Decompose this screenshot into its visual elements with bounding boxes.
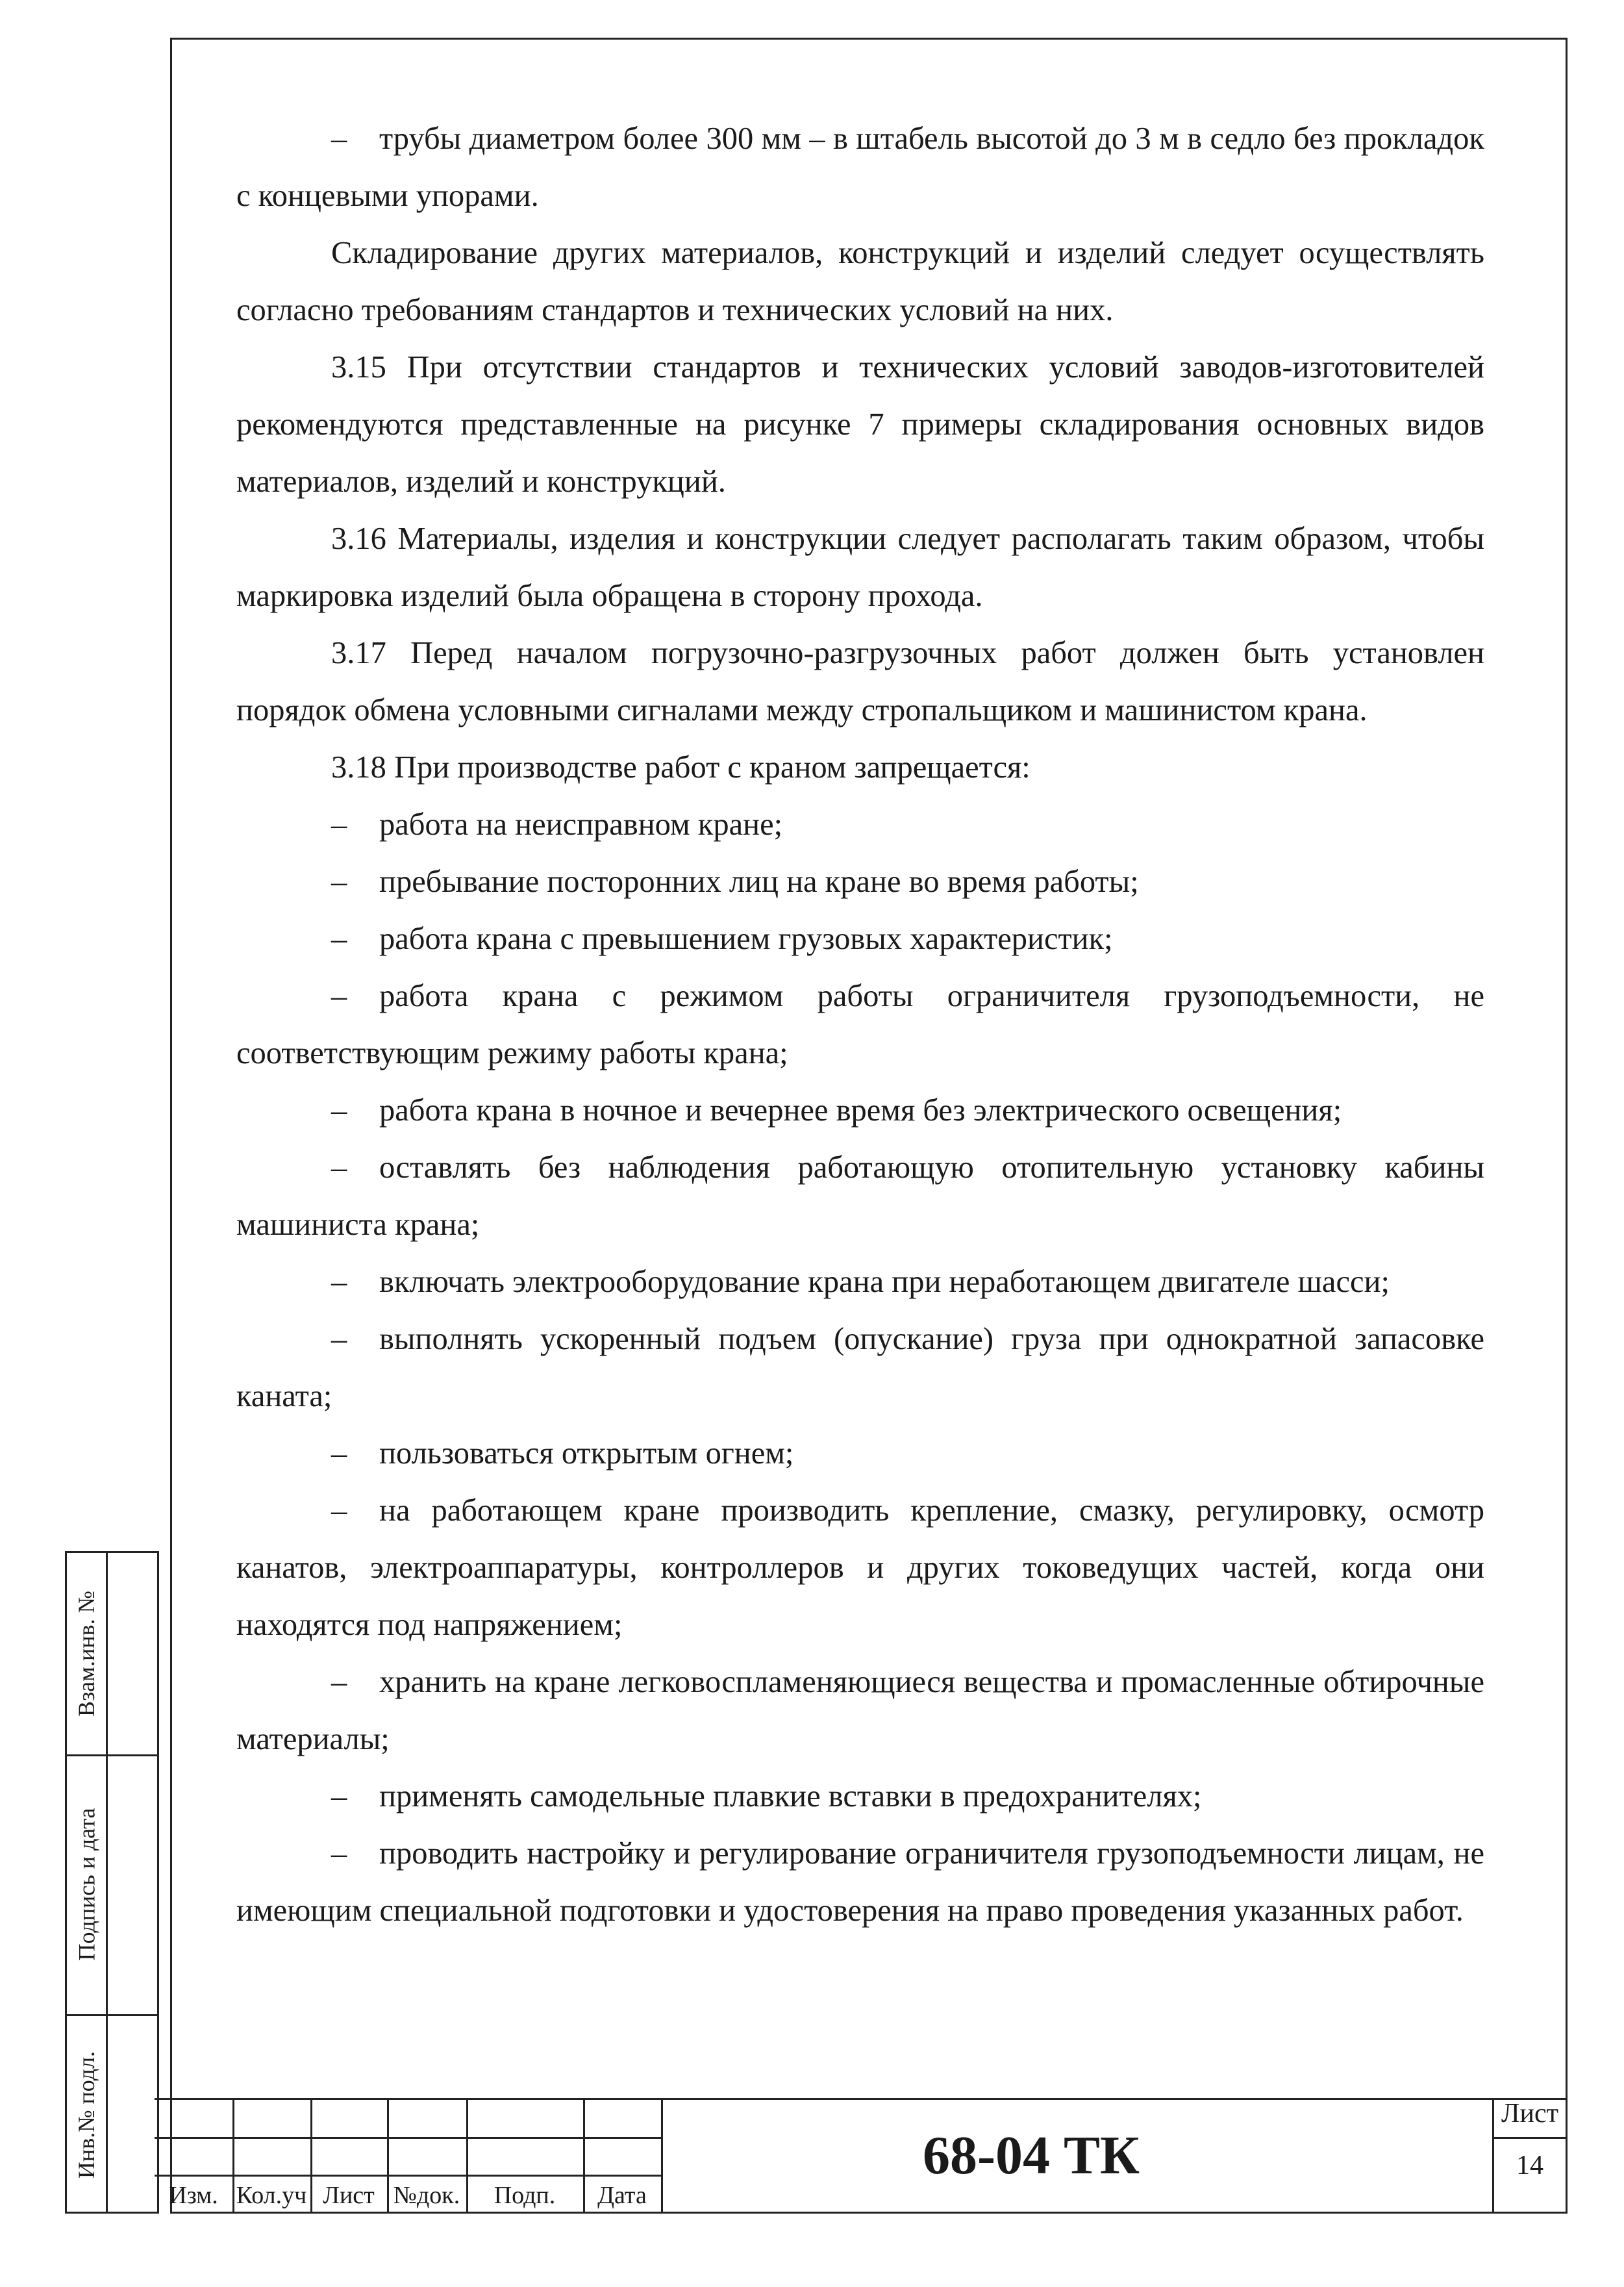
paragraph-text: работа крана в ночное и вечернее время без электрического освещения; — [379, 1093, 1342, 1128]
document-code: 68-04 ТК — [923, 2125, 1140, 2186]
list-item — [236, 911, 1484, 968]
dash-marker: – — [331, 865, 347, 899]
paragraph-text: работа крана с превышением грузовых характеристик; — [379, 922, 1113, 956]
dash-marker: – — [331, 121, 347, 156]
list-item — [236, 968, 1484, 1082]
title-block — [155, 2098, 1568, 2214]
list-item — [236, 1654, 1484, 1768]
paragraph-text: выполнять ускоренный подъем (опускание) груза при однократной запасовке каната; — [236, 1322, 1484, 1413]
izm-label: Изм. — [169, 2182, 218, 2209]
paragraph — [236, 739, 1484, 796]
paragraph-text: 3.17 Перед началом погрузочно-разгрузочных работ должен быть установлен порядок обмена условными сигналами между стропальщиком и машинистом крана. — [236, 636, 1484, 727]
paragraph-text: 3.18 При производстве работ с краном запрещается: — [331, 750, 1031, 785]
list-item — [236, 1482, 1484, 1654]
podpis-data-cell — [67, 1754, 106, 2014]
podp-label: Подп. — [493, 2182, 556, 2209]
paragraph — [236, 339, 1484, 511]
paragraph-text: работа на неисправном кране; — [379, 807, 783, 842]
list-item — [236, 1768, 1484, 1825]
document-body — [236, 110, 1484, 1940]
dash-marker: – — [331, 1265, 347, 1299]
paragraph-text: Складирование других материалов, конструкций и изделий следует осуществлять согласно требованиям стандартов и технических условий на них. — [236, 236, 1484, 327]
paragraph-text: 3.15 При отсутствии стандартов и технических условий заводов-изготовителей рекомендуются представленные на рисунке 7 примеры складирования основных видов материалов, изделий и конструкций. — [236, 350, 1484, 499]
sheet-label: Лист — [1501, 2099, 1558, 2129]
dash-marker: – — [331, 1836, 347, 1871]
list-item — [236, 1254, 1484, 1311]
dash-marker: – — [331, 1150, 347, 1185]
paragraph-text: включать электрооборудование крана при неработающем двигателе шасси; — [379, 1265, 1390, 1299]
list-item — [236, 1139, 1484, 1254]
paragraph-text: применять самодельные плавкие вставки в предохранителях; — [379, 1779, 1202, 1813]
paragraph-text: 3.16 Материалы, изделия и конструкции следует располагать таким образом, чтобы маркировка изделий была обращена в сторону прохода. — [236, 522, 1484, 613]
paragraph-text: пребывание посторонних лиц на кране во время работы; — [379, 865, 1139, 899]
list-item — [236, 1425, 1484, 1482]
paragraph — [236, 625, 1484, 739]
paragraph — [236, 511, 1484, 625]
sheet-number: 14 — [1516, 2151, 1543, 2180]
vzam-inv-label: Взам.инв. № — [73, 1591, 99, 1717]
dash-marker: – — [331, 807, 347, 842]
paragraph-text: на работающем кране производить крепление, смазку, регулировку, осмотр канатов, электроаппаратуры, контроллеров и других токоведущих частей, когда они находятся под напряжением; — [236, 1493, 1484, 1642]
list-item — [236, 1825, 1484, 1940]
dash-marker: – — [331, 1779, 347, 1813]
paragraph-text: оставлять без наблюдения работающую отопительную установку кабины машиниста крана; — [236, 1150, 1484, 1242]
list-item — [236, 1311, 1484, 1425]
paragraph-text: пользоваться открытым огнем; — [379, 1436, 794, 1471]
dash-marker: – — [331, 922, 347, 956]
paragraph-text: трубы диаметром более 300 мм – в штабель высотой до 3 м в седло без прокладок с концевыми упорами. — [236, 121, 1484, 213]
list-item — [236, 853, 1484, 911]
dash-marker: – — [331, 1493, 347, 1528]
paragraph-text: проводить настройку и регулирование ограничителя грузоподъемности лицам, не имеющим специальной подготовки и удостоверения на право проведения указанных работ. — [236, 1836, 1484, 1928]
dash-marker: – — [331, 1093, 347, 1128]
podpis-data-label: Подпись и дата — [73, 1808, 100, 1961]
dash-marker: – — [331, 1322, 347, 1356]
dash-marker: – — [331, 979, 347, 1013]
list-label: Лист — [323, 2182, 375, 2209]
vzam-inv-cell — [67, 1553, 106, 1754]
kol-uch-label: Кол.уч — [236, 2182, 307, 2209]
side-stamp — [65, 1551, 159, 2214]
paragraph — [236, 225, 1484, 339]
n-dok-label: №док. — [393, 2182, 460, 2209]
list-item — [236, 110, 1484, 225]
dash-marker: – — [331, 1665, 347, 1699]
inv-podl-label: Инв.№ подл. — [73, 2051, 99, 2179]
side-stamp-divider — [106, 1553, 108, 2212]
list-item — [236, 1082, 1484, 1139]
dash-marker: – — [331, 1436, 347, 1471]
data-label: Дата — [597, 2182, 647, 2209]
paragraph-text: хранить на кране легковоспламеняющиеся вещества и промасленные обтирочные материалы; — [236, 1665, 1484, 1756]
list-item — [236, 796, 1484, 853]
paragraph-text: работа крана с режимом работы ограничителя грузоподъемности, не соответствующим режиму работы крана; — [236, 979, 1484, 1070]
inv-podl-cell — [67, 2014, 106, 2216]
